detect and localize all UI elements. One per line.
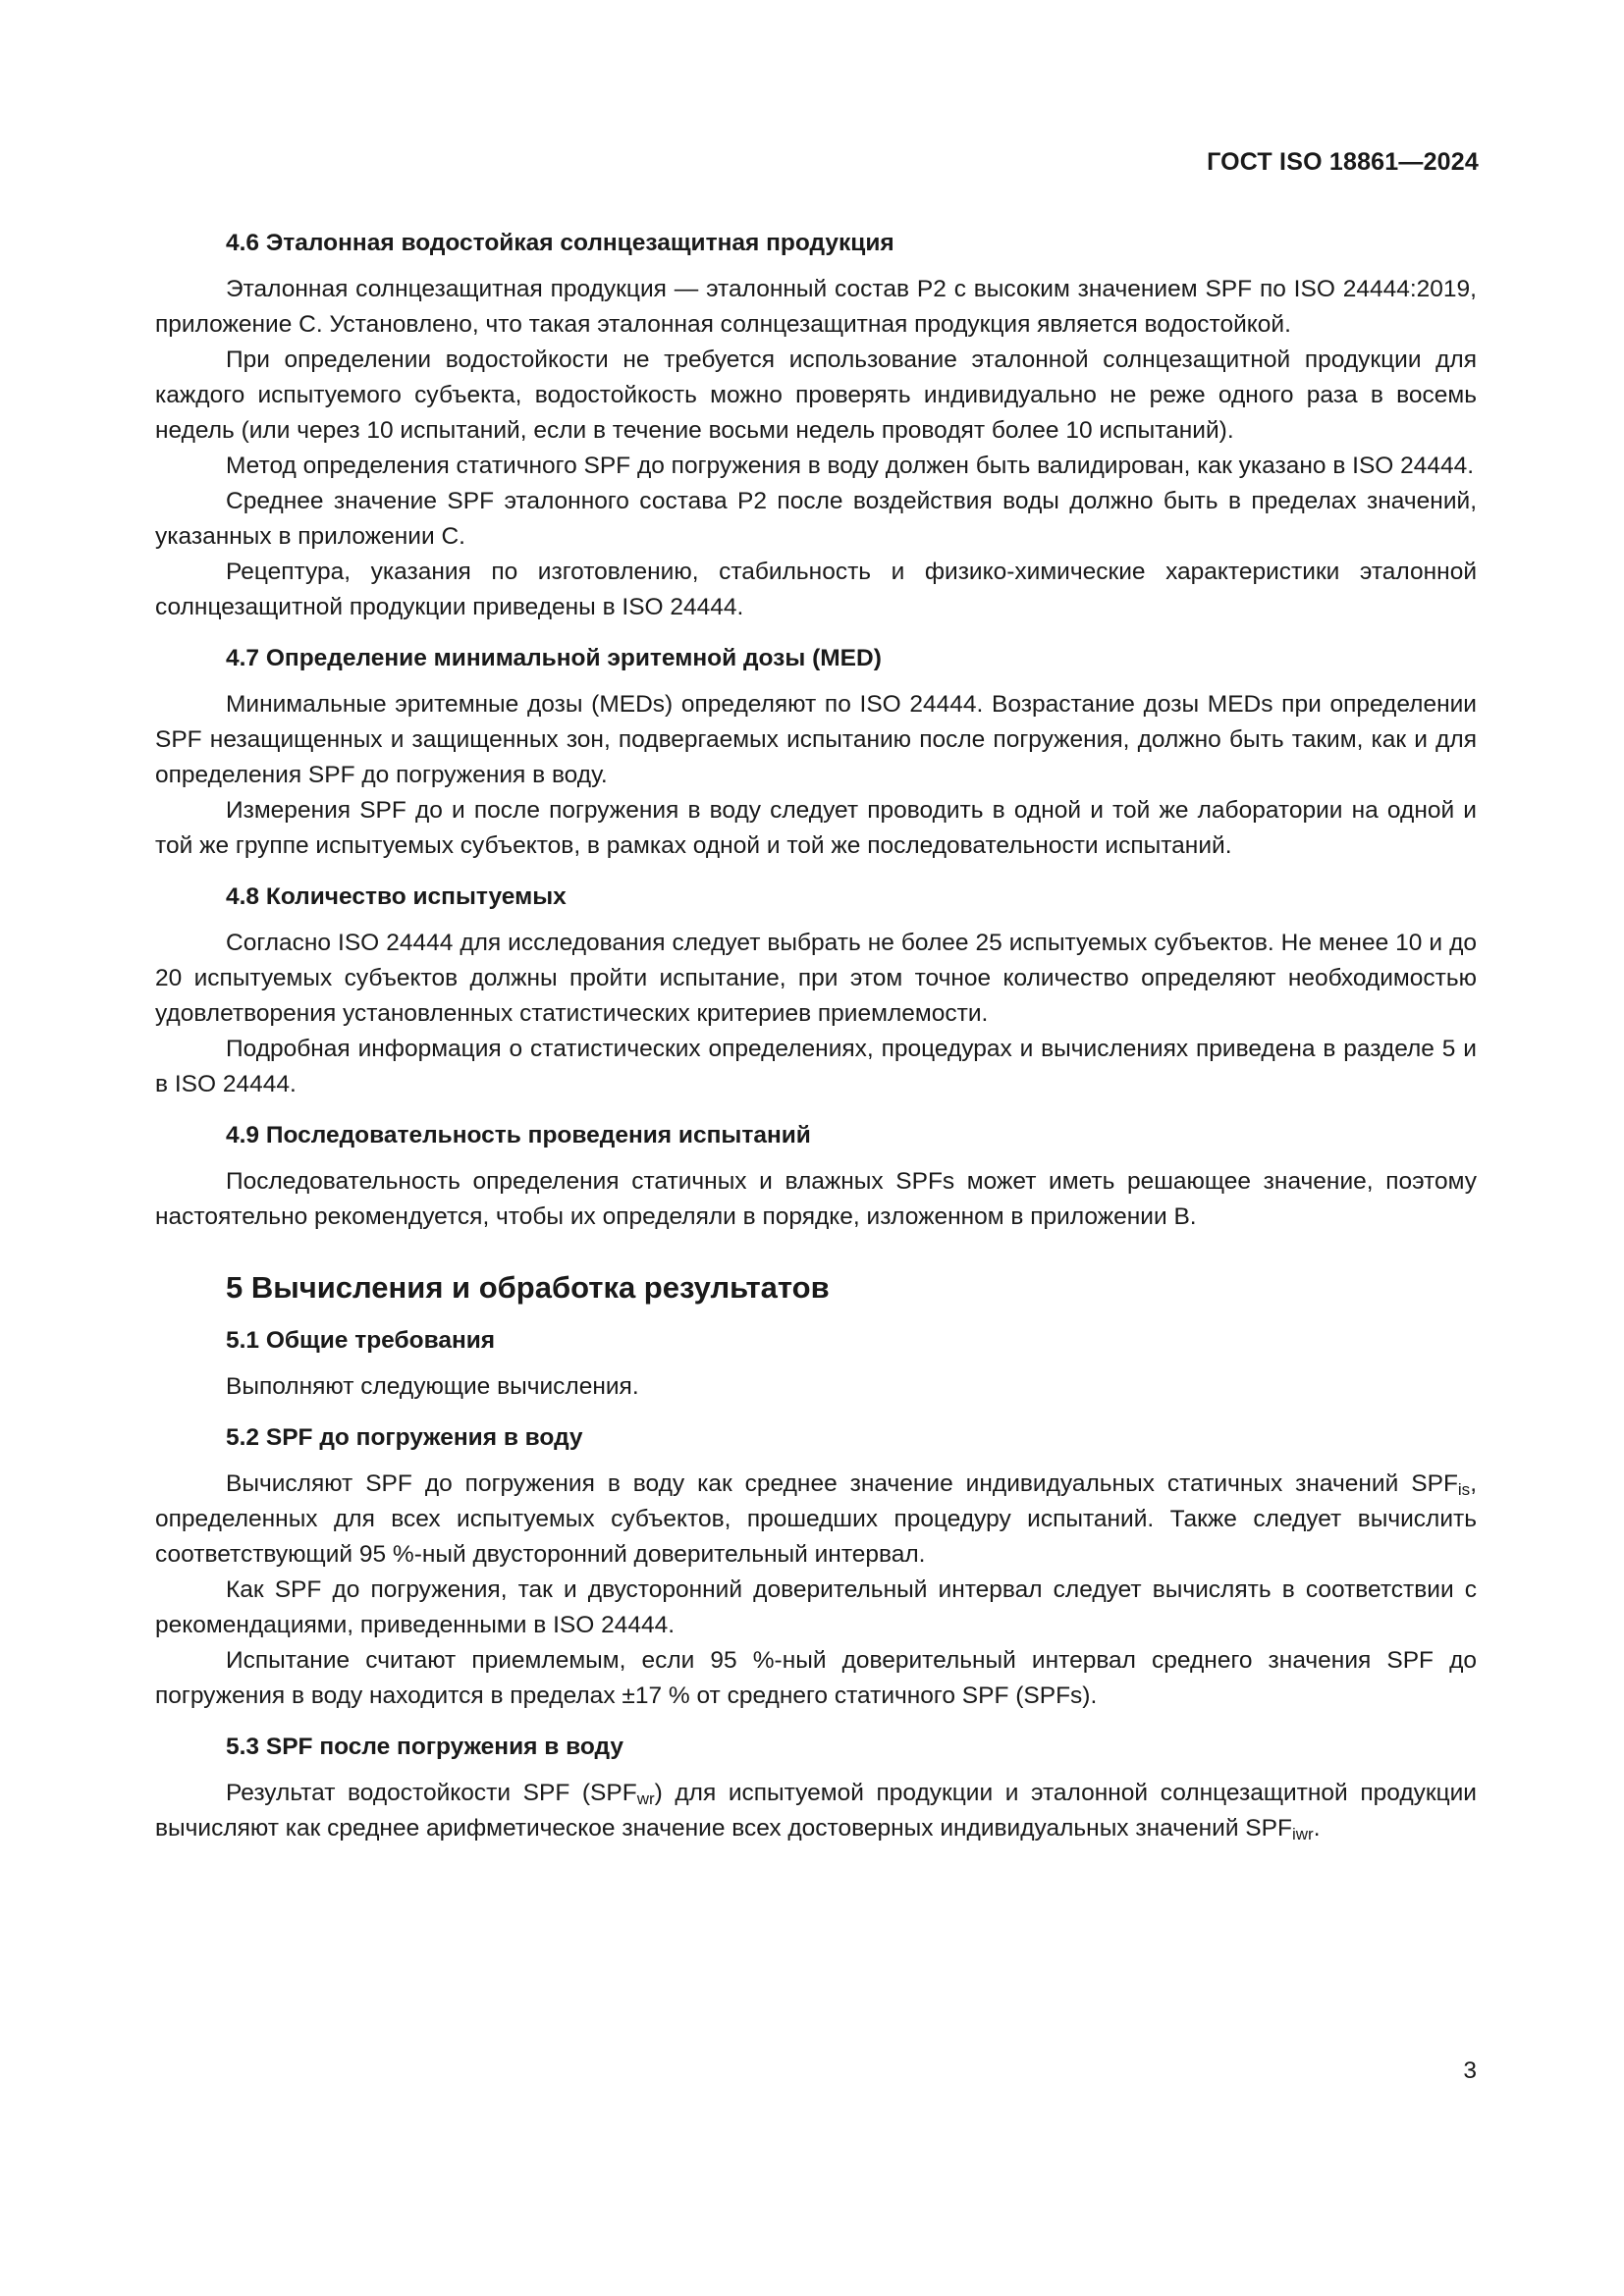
section-4-6-paragraph-5: Рецептура, указания по изготовлению, стабильность и физико-химические характеристики эталонной солнцезащитной продукции приведены в ISO 24444. [155, 559, 1477, 620]
section-4-6-paragraph-4: Среднее значение SPF эталонного состава P2 после воздействия воды должно быть в пределах значений, указанных в приложении С. [155, 488, 1477, 550]
section-5-1-paragraph-1: Выполняют следующие вычисления. [226, 1373, 639, 1400]
section-5-3-paragraph-1 [155, 1776, 1477, 1846]
section-4-6-paragraph-3: Метод определения статичного SPF до погружения в воду должен быть валидирован, как указано в ISO 24444. [226, 453, 1475, 479]
section-5-1-heading: 5.1 Общие требования [226, 1327, 496, 1354]
section-4-6-paragraph-2: При определении водостойкости не требуется использование эталонной солнцезащитной продукции для каждого испытуемого субъекта, водостойкость можно проверять индивидуально не реже одного раза в восемь недель (или через 10 испытаний, если в течение восьми недель проводят более 10 испытаний). [155, 347, 1477, 444]
section-4-8-paragraph-2: Подробная информация о статистических определениях, процедурах и вычислениях приведена в разделе 5 и в ISO 24444. [155, 1036, 1477, 1097]
section-5-2-paragraph-2: Как SPF до погружения, так и двусторонний доверительный интервал следует вычислять в соответствии с рекомендациями, приведенными в ISO 24444. [155, 1576, 1477, 1638]
section-5-3-paragraph-1-text-a: Результат водостойкости SPF (SPF [226, 1780, 637, 1806]
section-4-8-paragraph-1: Согласно ISO 24444 для исследования следует выбрать не более 25 испытуемых субъектов. Не менее 10 и до 20 испытуемых субъектов должны пройти испытание, при этом точное количество определяют необходимостью удовлетворения установленных статистических критериев приемлемости. [155, 930, 1477, 1027]
section-5-3-paragraph-1-text-b: ) для испытуемой продукции и эталонной солнцезащитной продукции вычисляют как среднее арифметическое значение всех достоверных индивидуальных значений SPF [155, 1780, 1477, 1842]
section-5-2-paragraph-3: Испытание считают приемлемым, если 95 %-ный доверительный интервал среднего значения SPF до погружения в воду находится в пределах ±17 % от среднего статичного SPF (SPFs). [155, 1647, 1477, 1709]
section-4-7-heading: 4.7 Определение минимальной эритемной дозы (MED) [226, 645, 882, 671]
section-5-3-paragraph-1-text-c: . [1313, 1815, 1321, 1842]
section-5-heading: 5 Вычисления и обработка результатов [226, 1270, 830, 1305]
section-5-3-heading: 5.3 SPF после погружения в воду [226, 1734, 623, 1760]
section-4-7-paragraph-2: Измерения SPF до и после погружения в воду следует проводить в одной и той же лаборатории на одной и той же группе испытуемых субъектов, в рамках одной и той же последовательности испытаний. [155, 797, 1477, 859]
spf-is-subscript: is [1457, 1480, 1471, 1499]
page-number: 3 [1463, 2057, 1477, 2084]
section-4-9-paragraph-1: Последовательность определения статичных и влажных SPFs может иметь решающее значение, поэтому настоятельно рекомендуется, чтобы их определяли в порядке, изложенном в приложении В. [155, 1168, 1477, 1230]
section-4-6-heading: 4.6 Эталонная водостойкая солнцезащитная продукция [226, 230, 894, 256]
spf-wr-subscript: wr [636, 1789, 655, 1808]
document-body [155, 226, 1477, 1846]
section-4-6-paragraph-1: Эталонная солнцезащитная продукция — эталонный состав P2 с высоким значением SPF по ISO 24444:2019, приложение С. Установлено, что такая эталонная солнцезащитная продукция является водостойкой. [155, 276, 1477, 338]
section-5-2-paragraph-1-text-a: Вычисляют SPF до погружения в воду как среднее значение индивидуальных статичных значений SPF [226, 1470, 1458, 1497]
section-5-2-paragraph-1 [155, 1467, 1477, 1573]
section-4-9-heading: 4.9 Последовательность проведения испытаний [226, 1122, 811, 1148]
section-4-7-paragraph-1: Минимальные эритемные дозы (MEDs) определяют по ISO 24444. Возрастание дозы MEDs при определении SPF незащищенных и защищенных зон, подвергаемых испытанию после погружения, должно быть таким, как и для определения SPF до погружения в воду. [155, 691, 1477, 788]
section-5-2-heading: 5.2 SPF до погружения в воду [226, 1424, 583, 1451]
spf-iwr-subscript: iwr [1291, 1825, 1314, 1843]
document-code-header: ГОСТ ISO 18861—2024 [1207, 148, 1479, 176]
section-4-8-heading: 4.8 Количество испытуемых [226, 883, 567, 910]
section-5-2-paragraph-1-text-b: , определенных для всех испытуемых субъектов, прошедших процедуру испытаний. Также следует вычислить соответствующий 95 %-ный двусторонний доверительный интервал. [155, 1470, 1477, 1568]
